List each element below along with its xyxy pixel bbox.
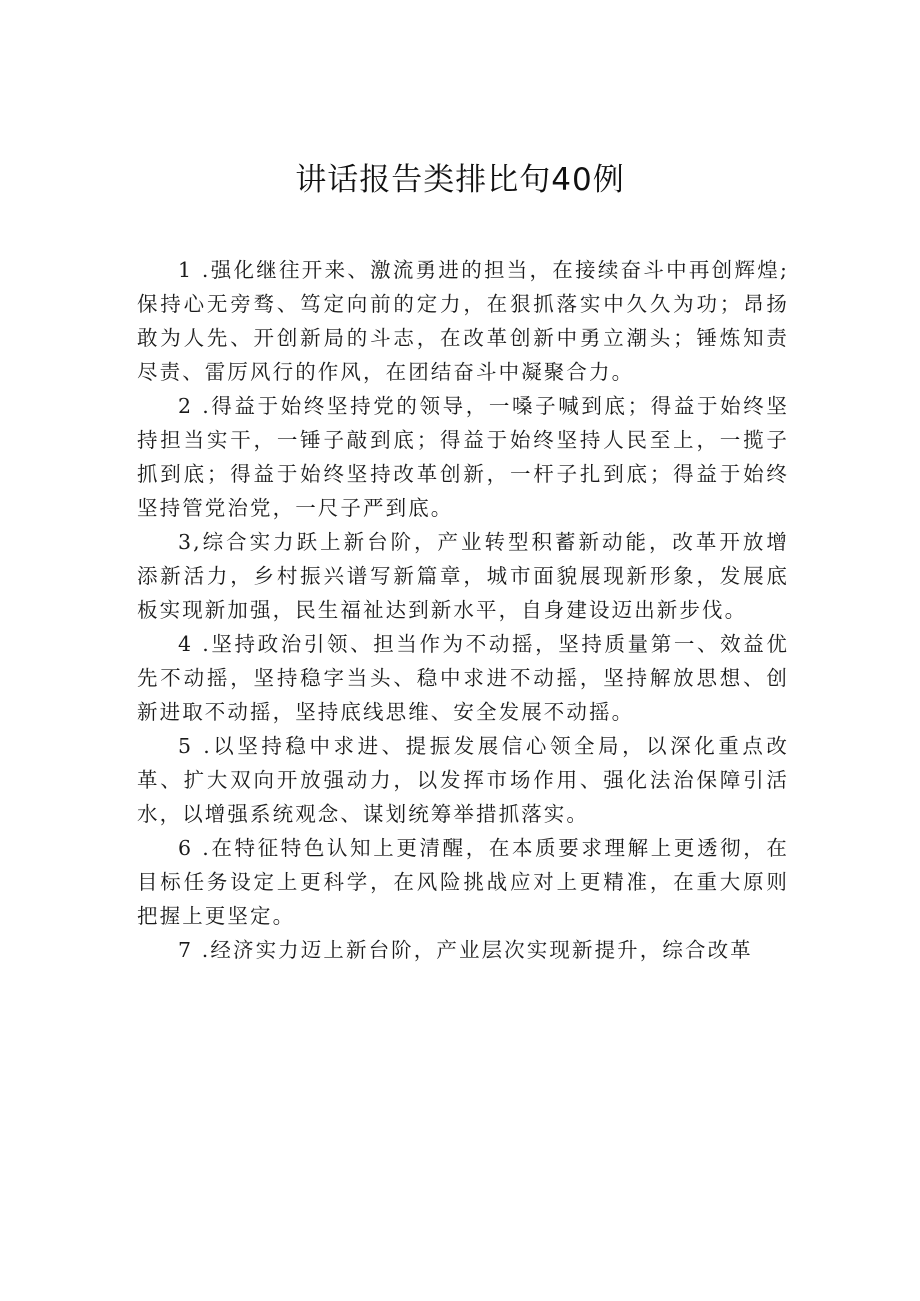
paragraph-3: 3,综合实力跃上新台阶，产业转型积蓄新动能，改革开放增添新活力，乡村振兴谱写新篇章，城市面貌展现新形象，发展底板实现新加强，民生福祉达到新水平，自身建设迈出新步伐。 <box>137 530 789 622</box>
paragraph-2: 2 .得益于始终坚持党的领导，一嗓子喊到底；得益于始终坚持担当实干，一锤子敲到底；得益于始终坚持人民至上，一揽子抓到底；得益于始终坚持改革创新，一杆子扎到底；得益于始终坚持管党治党，一尺子严到底。 <box>137 394 789 520</box>
paragraph-1: 1 .强化继往开来、激流勇进的担当，在接续奋斗中再创辉煌;保持心无旁骛、笃定向前的定力，在狠抓落实中久久为功；昂扬敢为人先、开创新局的斗志，在改革创新中勇立潮头；锤炼知责尽责、雷厉风行的作风，在团结奋斗中凝聚合力。 <box>137 258 789 384</box>
paragraph-6: 6 .在特征特色认知上更清醒，在本质要求理解上更透彻，在目标任务设定上更科学，在风险挑战应对上更精准，在重大原则把握上更坚定。 <box>137 836 789 928</box>
paragraph-7: 7 .经济实力迈上新台阶，产业层次实现新提升，综合改革 <box>178 938 753 962</box>
paragraph-4: 4 .坚持政治引领、担当作为不动摇，坚持质量第一、效益优先不动摇，坚持稳字当头、稳中求进不动摇，坚持解放思想、创新进取不动摇，坚持底线思维、安全发展不动摇。 <box>137 632 789 724</box>
document-title: 讲话报告类排比句40例 <box>295 162 625 198</box>
paragraph-5: 5 .以坚持稳中求进、提振发展信心领全局，以深化重点改革、扩大双向开放强动力，以发挥市场作用、强化法治保障引活水，以增强系统观念、谋划统筹举措抓落实。 <box>137 734 789 826</box>
document-body <box>137 253 789 967</box>
